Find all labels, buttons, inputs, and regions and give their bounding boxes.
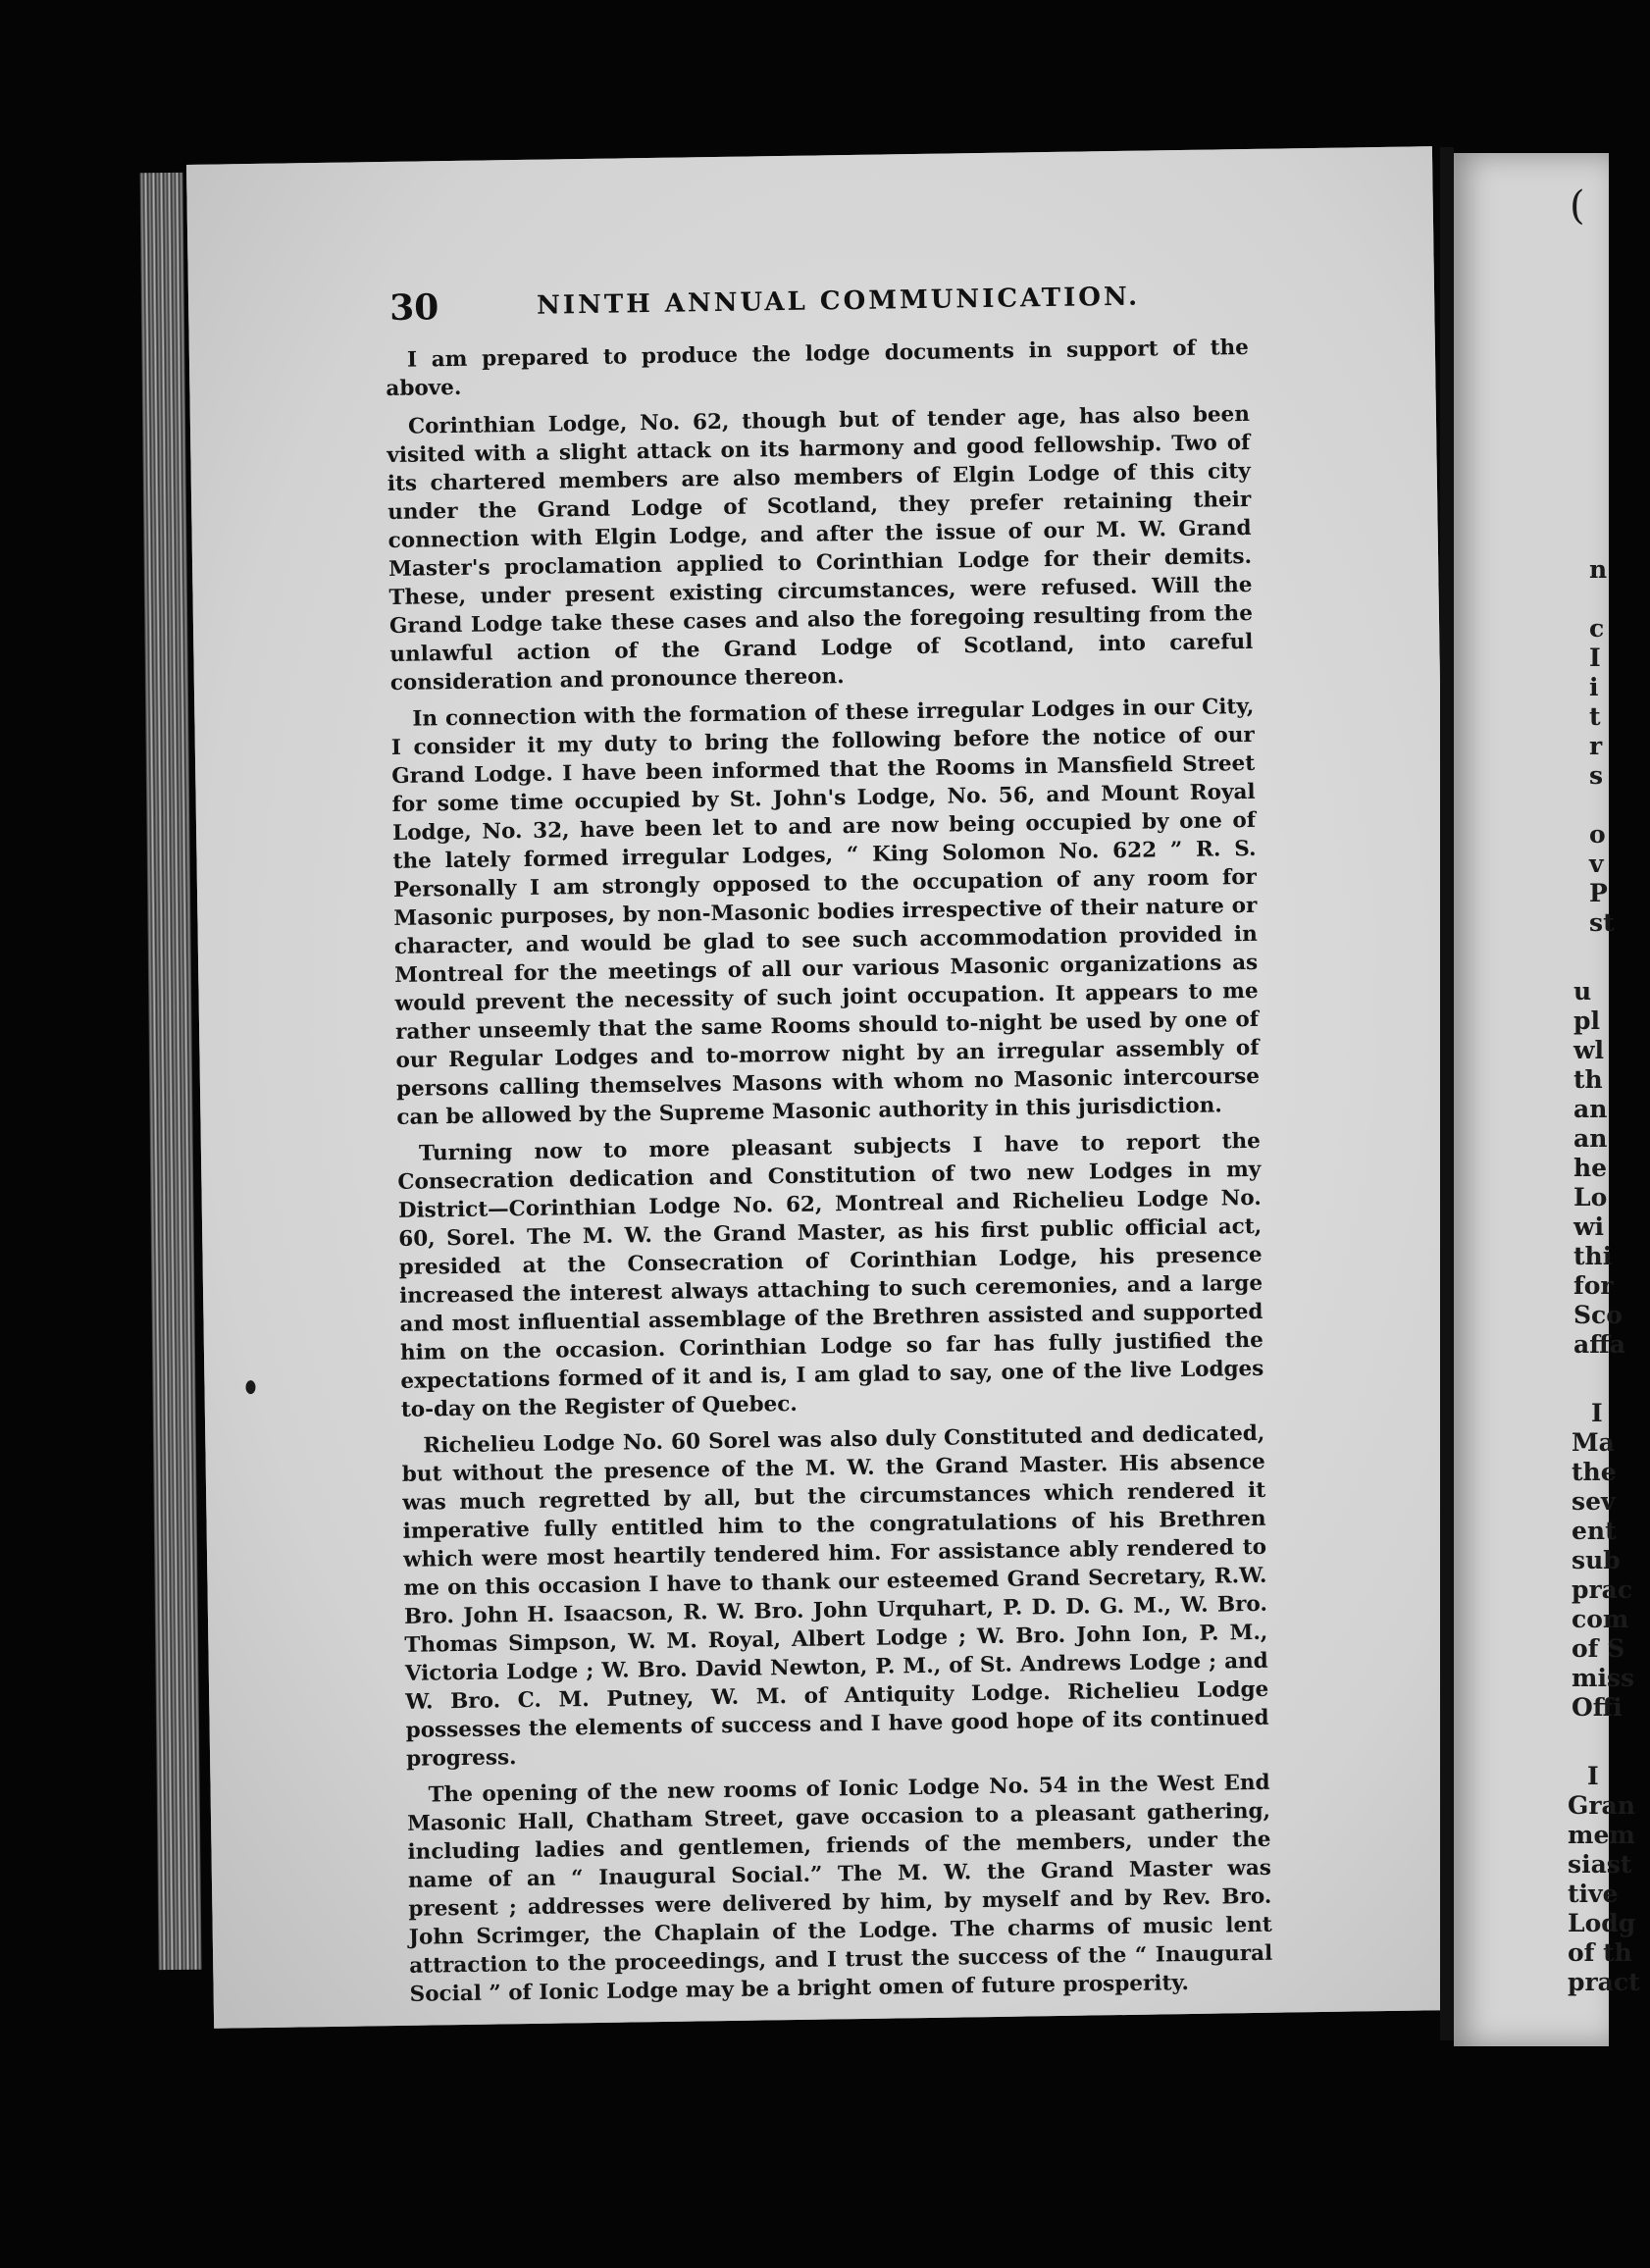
facing-fragment: he [1573,1154,1608,1182]
facing-fragment: pract [1568,1968,1640,1996]
paragraph: The opening of the new rooms of Ionic Lodge No. 54 in the West End Masonic Hall, Chatham Street, gave occasion to a pleasant gathering, including ladies and gentlemen, friends of the members, under the name of an “ Inaugural Social.” The M. W. the Grand Master was present ; addresses were delivered by him, by myself and by Rev. Bro. John Scrimger, the Chaplain of the Lodge. The charms of music lent attraction to the proceedings, and I trust the success of the “ Inaugural Social ” of Ionic Lodge may be a bright omen of future prosperity. [406,1770,1273,2007]
facing-fragment: o [1589,820,1606,849]
facing-fragment: Offi [1572,1693,1623,1722]
facing-fragment: t [1589,702,1601,731]
page-body [386,334,1273,2017]
facing-fragment: n [1589,555,1608,584]
facing-fragment: tive [1568,1880,1619,1908]
facing-fragment: Lodg [1568,1909,1636,1937]
facing-fragment: sub [1572,1546,1621,1574]
facing-fragment: pl [1573,1006,1600,1035]
page-surface [186,146,1460,2029]
facing-fragment: an [1573,1124,1608,1153]
facing-fragment: affa [1573,1330,1625,1359]
facing-fragment: ( [1570,183,1585,229]
facing-fragment: Lo [1573,1183,1608,1211]
facing-fragment: c [1589,614,1605,643]
running-title: NINTH ANNUAL COMMUNICATION. [536,282,1141,321]
facing-fragment: prac [1572,1575,1633,1604]
facing-fragment: s [1589,761,1604,790]
facing-fragment: v [1589,850,1604,878]
facing-fragment: u [1573,977,1592,1005]
facing-fragment: Sco [1573,1301,1623,1329]
facing-fragment: I [1589,644,1601,672]
facing-fragment: com [1572,1605,1629,1633]
facing-fragment: siast [1568,1850,1632,1879]
page-number: 30 [388,286,439,329]
ink-speck [245,1380,255,1394]
facing-fragment: I [1587,1762,1599,1790]
page-header [389,275,1273,331]
facing-fragment: wi [1573,1212,1605,1241]
facing-fragment: the [1572,1458,1617,1486]
facing-fragment: thi [1573,1242,1613,1270]
paragraph: Turning now to more pleasant subjects I have to report the Consecration dedication and Constitution of two new Lodges in my District—Corinthian Lodge No. 62, Montreal and Richelieu Lodge No. 60, Sorel. The M. W. the Grand Master, as his first public official act, presided at the Consecration of Corinthian Lodge, his presence increased the interest always attaching to such ceremonies, and a large and most influential assemblage of the Brethren assisted and supported him on the occasion. Corinthian Lodge so far has fully justified the expectations formed of it and is, I am glad to say, one of the live Lodges to-day on the Register of Quebec. [397,1128,1264,1422]
facing-fragment: r [1589,732,1603,760]
facing-fragment: ent [1572,1517,1617,1545]
facing-fragment: an [1573,1095,1608,1123]
facing-fragment: Ma [1572,1428,1615,1457]
facing-fragment: miss [1572,1664,1635,1692]
paragraph: I am prepared to produce the lodge documents in support of the above. [386,335,1250,402]
facing-fragment: th [1573,1065,1603,1094]
paragraph: Richelieu Lodge No. 60 Sorel was also duly Constituted and dedicated, but without the presence of the M. W. the Grand Master. His absence was much regretted by all, but the circumstances which rendered it imperative fully entitled him to the congratulations of his Brethren which were most heartily tendered him. For assistance ably rendered to me on this occasion I have to thank our esteemed Grand Secretary, R.W. Bro. John H. Isaacson, R. W. Bro. John Urquhart, P. D. D. G. M., W. Bro. Thomas Simpson, W. M. Royal, Albert Lodge ; W. Bro. John Ion, P. M., Victoria Lodge ; W. Bro. David Newton, P. M., of St. Andrews Lodge ; and W. Bro. C. M. Putney, W. M. of Antiquity Lodge. Richelieu Lodge possesses the elements of success and I have good hope of its continued progress. [401,1420,1269,1772]
facing-fragment: P [1589,879,1608,907]
facing-fragment: sev [1572,1487,1616,1516]
facing-page [1454,153,1640,2046]
facing-fragment: wl [1573,1036,1605,1064]
book-gutter [1440,147,1454,2040]
facing-fragment: of th [1568,1938,1632,1967]
facing-fragment: I [1591,1399,1603,1427]
facing-fragment: for [1573,1271,1614,1300]
paragraph: In connection with the formation of these irregular Lodges in our City, I consider it my duty to bring the following before the notice of our Grand Lodge. I have been informed that the Rooms in Mansfield Street for some time occupied by St. John's Lodge, No. 56, and Mount Royal Lodge, No. 32, have been let to and are now being occupied by one of the lately formed irregular Lodges, “ King Solomon No. 622 ” R. S. Personally I am strongly opposed to the occupation of any room for Masonic purposes, by non-Masonic bodies irrespective of their nature or character, and would be glad to see such accommodation provided in Montreal for the meetings of all our various Masonic organizations as would prevent the necessity of such joint occupation. It appears to me rather unseemly that the same Rooms should to-night be used by one of our Regular Lodges and to-morrow night by an irregular assembly of persons calling themselves Masons with whom no Masonic intercourse can be allowed by the Supreme Masonic authority in this jurisdiction. [390,694,1261,1130]
facing-fragment: mem [1568,1821,1635,1849]
paragraph: Corinthian Lodge, No. 62, though but of tender age, has also been visited with a slight attack on its harmony and good fellowship. Two of its chartered members are also members of Elgin Lodge of this city under the Grand Lodge of Scotland, they prefer retaining their connection with Elgin Lodge, and after the issue of our M. W. Grand Master's proclamation applied to Corinthian Lodge for their demits. These, under present existing circumstances, were refused. Will the Grand Lodge take these cases and also the foregoing resulting from the unlawful action of the Grand Lodge of Scotland, into careful consideration and pronounce thereon. [387,401,1254,696]
scanned-page [186,146,1460,2029]
facing-fragment: i [1589,673,1599,701]
facing-fragment: Gran [1568,1791,1635,1820]
facing-fragment: st [1589,908,1615,937]
facing-fragment: of S [1572,1634,1625,1663]
